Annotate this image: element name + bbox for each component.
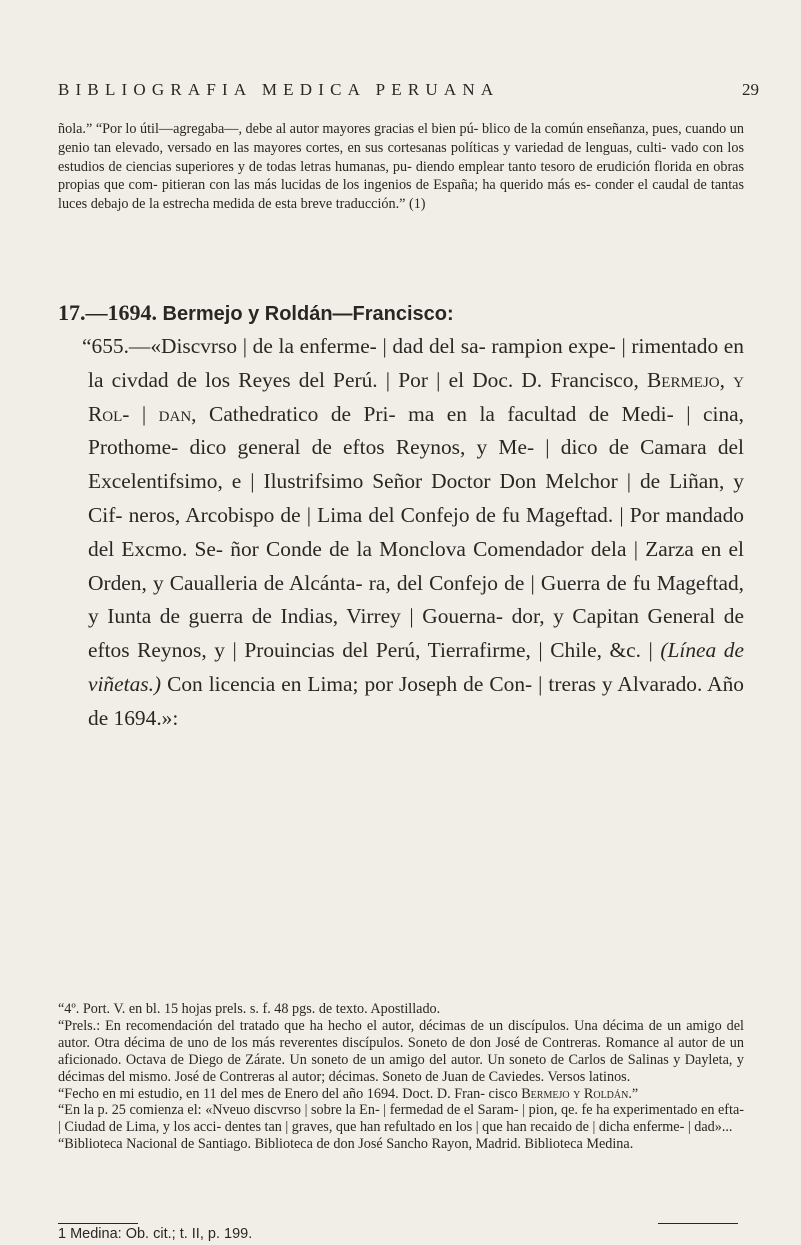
entry-author: Bermejo y Roldán—Francisco: bbox=[162, 303, 454, 325]
footnote: 1 Medina: Ob. cit.; t. II, p. 199. bbox=[58, 1226, 253, 1242]
title-part-a: “655.—«Discvrso | de la enferme- | dad del sa- rampion expe- | rimentado en la civdad de los Reyes del Perú. | Por | el Doc. D. Francisco, bbox=[82, 334, 744, 392]
note-format: “4º. Port. V. en bl. 15 hojas prels. s. f. 48 pgs. de texto. Apostillado. bbox=[58, 1001, 441, 1017]
title-part-b: Bermejo, y Rol- | dan, bbox=[88, 367, 744, 426]
entry-notes bbox=[58, 1001, 744, 1153]
running-head: BIBLIOGRAFIA MEDICA PERUANA bbox=[58, 80, 500, 99]
entry-number: 17.—1694. bbox=[58, 300, 157, 325]
intro-paragraph bbox=[58, 120, 744, 214]
intro-text: ñola.” “Por lo útil—agregaba—, debe al autor mayores gracias el bien pú- blico de la común enseñanza, pues, cuando un genio tan elevado, versado en las mayores cortes, en sus cortesanas políticas y variedad de lenguas, culti- vado con los estudios de ciencias superiores y de todas letras humanas, pu- diendo emplear tanto tesoro de erudición florida en obras propias que com- pitieran con las más lucidas de los ingenios de España; ha querido más es- conder el caudal de tantas luces debajo de la estrecha medida de esta breve traducción.” (1) bbox=[58, 121, 744, 213]
note-fecho-author: Bermejo y Roldán.” bbox=[521, 1085, 639, 1102]
entry-heading bbox=[58, 300, 454, 326]
page-number: 29 bbox=[742, 80, 759, 99]
entry-title-block bbox=[82, 330, 744, 736]
note-fecho-text: “Fecho en mi estudio, en 11 del mes de Enero del año 1694. Doct. D. Fran- cisco bbox=[58, 1085, 518, 1102]
note-prels: “Prels.: En recomendación del tratado que ha hecho el autor, décimas de un discípulos. Una décima de un amigo del autor. Otra décima de uno de los más reverentes discípulos. Soneto de don José de Contreras. Romance al autor de un aficionado. Octava de Diego de Zárate. Un soneto de un amigo del autor. Un soneto de Carlos de Salinas y Dayleta, y décimas del mismo. José de Contreras al autor; décimas. Soneto de Juan de Caviedes. Versos latinos. bbox=[58, 1017, 744, 1085]
title-part-e: Con licencia en Lima; por Joseph de Con- | treras y Alvarado. Año de 1694.»: bbox=[88, 671, 744, 730]
note-libraries: “Biblioteca Nacional de Santiago. Biblioteca de don José Sancho Rayon, Madrid. Biblioteca Medina. bbox=[58, 1136, 634, 1153]
title-part-d: (Línea de viñetas.) bbox=[88, 638, 744, 696]
footnote-rule-right bbox=[658, 1223, 738, 1224]
note-fecho bbox=[58, 1086, 744, 1103]
note-contents: “En la p. 25 comienza el: «Nveuo discvrso | sobre la En- | fermedad de el Saram- | pion, qe. fe ha experimentado en efta-| Ciudad de Lima, y los acci- dentes tan | graves, que han refultado en los | que han recaido de | dicha enferme- | dad»... bbox=[58, 1102, 744, 1136]
title-part-c: Cathedratico de Pri- ma en la facultad de Medi- | cina, Prothome- dico general de eftos Reynos, y Me- | dico de Camara del Excelentifsimo, e | Ilustrifsimo Señor Doctor Don Melchor | de Liñan, y Cif- neros, Arcobispo de | Lima del Confejo de fu Mageftad. | Por mandado del Excmo. Se- ñor Conde de la Monclova Comendador dela | Zarza en el Orden, y Caualleria de Alcánta- ra, del Confejo de | Guerra de fu Mageftad, y Iunta de guerra de Indias, Virrey | Gouerna- dor, y Capitan General de eftos Reynos, y | Prouincias del Perú, Tierrafirme, | Chile, &c. | bbox=[88, 401, 744, 663]
footnote-rule-left bbox=[58, 1223, 138, 1224]
entry-title bbox=[82, 330, 744, 736]
